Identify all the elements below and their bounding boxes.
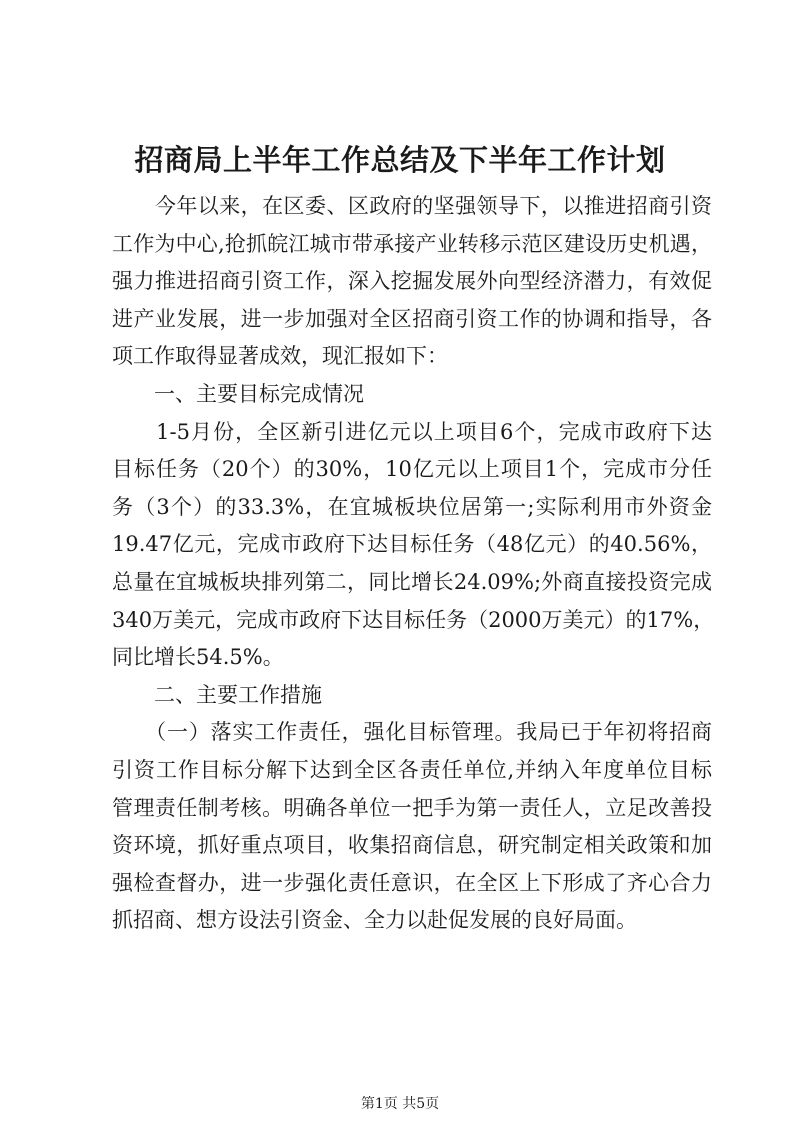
paragraph-line: 总量在宜城板块排列第二，同比增长24.09%;外商直接投资完成 xyxy=(112,569,712,594)
paragraph-line: 340万美元，完成市政府下达目标任务（2000万美元）的17%， xyxy=(112,607,715,632)
section-heading: 二、主要工作措施 xyxy=(112,682,322,707)
document-title: 招商局上半年工作总结及下半年工作计划 xyxy=(134,143,666,177)
paragraph-line: 1-5月份，全区新引进亿元以上项目6个，完成市政府下达 xyxy=(112,419,712,444)
paragraph-line: 同比增长54.5%。 xyxy=(112,645,284,670)
section-heading: 一、主要目标完成情况 xyxy=(112,381,364,406)
paragraph-line: 工作为中心,抢抓皖江城市带承接产业转移示范区建设历史机遇， xyxy=(112,231,712,256)
paragraph-line: 强力推进招商引资工作，深入挖掘发展外向型经济潜力，有效促 xyxy=(112,269,712,294)
paragraph-line: 今年以来，在区委、区政府的坚强领导下，以推进招商引资 xyxy=(112,194,712,218)
page-footer: 第1页 共5页 xyxy=(360,1096,440,1112)
paragraph-line: 项工作取得显著成效，现汇报如下： xyxy=(112,344,448,369)
paragraph-line: （一）落实工作责任，强化目标管理。我局已于年初将招商 xyxy=(112,720,712,745)
paragraph-line: 务（3个）的33.3%，在宜城板块位居第一;实际利用市外资金 xyxy=(112,494,712,519)
paragraph-line: 管理责任制考核。明确各单位一把手为第一责任人，立足改善投 xyxy=(112,795,712,820)
paragraph-line: 19.47亿元，完成市政府下达目标任务（48亿元）的40.56%， xyxy=(112,532,712,557)
paragraph-line: 目标任务（20个）的30%，10亿元以上项目1个，完成市分任 xyxy=(112,457,712,482)
paragraph-line: 引资工作目标分解下达到全区各责任单位,并纳入年度单位目标 xyxy=(112,757,712,782)
document-body xyxy=(112,188,715,940)
paragraph-line: 强检查督办，进一步强化责任意识，在全区上下形成了齐心合力 xyxy=(112,870,712,895)
paragraph-line: 资环境，抓好重点项目，收集招商信息，研究制定相关政策和加 xyxy=(112,833,712,858)
paragraph-line: 抓招商、想方设法引资金、全力以赴促发展的良好局面。 xyxy=(112,908,637,933)
paragraph-line: 进产业发展，进一步加强对全区招商引资工作的协调和指导，各 xyxy=(112,306,712,331)
